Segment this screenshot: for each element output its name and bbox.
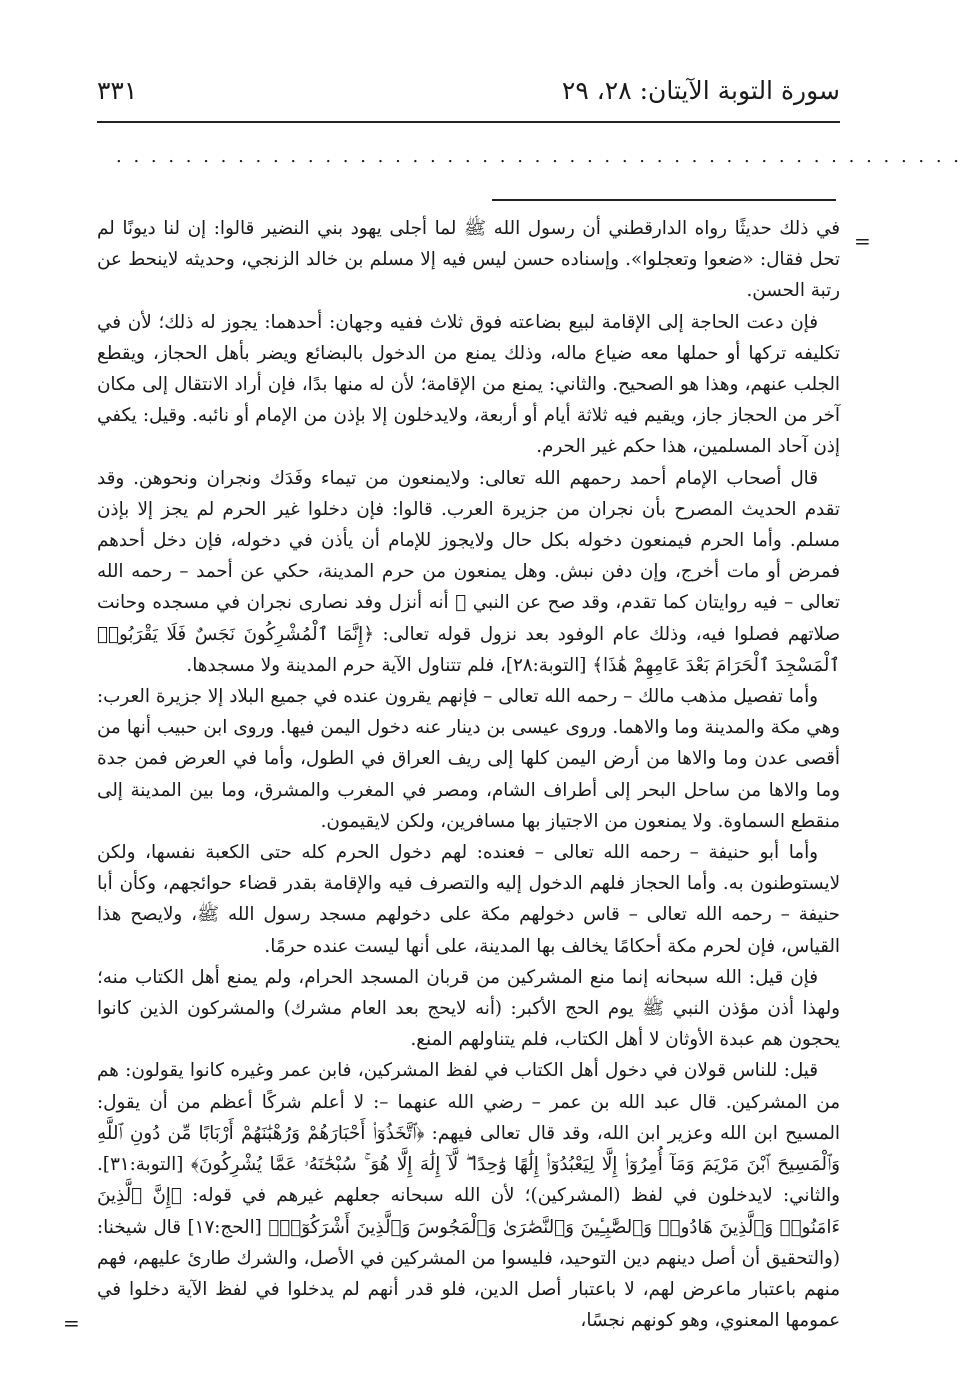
paragraph-7: قيل: للناس قولان في دخول أهل الكتاب في لفظ المشركين، فابن عمر وغيره كانوا يقولون: هم من المشركين. قال عبد الله بن عمر – رضي الله عنهما –: لا أعلم شركًا أعظم من أن يقول: المسيح ابن الله وعزير ابن الله، وقد قال تعالى فيهم: ﴿ٱتَّخَذُوٓا۟ أَحْبَارَهُمْ وَرُهْبَٰنَهُمْ أَرْبَابًا مِّن دُونِ ٱللَّهِ وَٱلْمَسِيحَ ٱبْنَ مَرْيَمَ وَمَآ أُمِرُوٓا۟ إِلَّا لِيَعْبُدُوٓا۟ إِلَٰهًا وَٰحِدًا ۖ لَّآ إِلَٰهَ إِلَّا هُوَ ۚ سُبْحَٰنَهُۥ عَمَّا يُشْرِكُونَ﴾ [التوبة:٣١]. والثاني: لايدخلون في لفظ (المشركين)؛ لأن الله سبحانه جعلهم غيرهم في قوله: ﴿إِنَّ ٱلَّذِينَ ءَامَنُوا۟ وَٱلَّذِينَ هَادُوا۟ وَٱلصَّٰبِـِٔينَ وَٱلنَّصَٰرَىٰ وَٱلْمَجُوسَ وَٱلَّذِينَ أَشْرَكُوٓا۟﴾ [الحج:١٧] قال شيخنا: (والتحقيق أن أصل دينهم دين التوحيد، فليسوا من المشركين في الأصل، والشرك طارئ عليهم، فهم منهم باعتبار ماعرض لهم، لا باعتبار أصل الدين، فلو قدر أنهم لم يدخلوا في لفظ الآية دخلوا في عمومها المعنوي، وهو كونهم نجسًا، [97, 1060, 840, 1332]
paragraph-2: فإن دعت الحاجة إلى الإقامة لبيع بضاعته فوق ثلاث ففيه وجهان: أحدهما: يجوز له ذلك؛ لأن في تكليفه تركها أو حملها معه ضياع ماله، وذلك يمنع من الدخول بالبضائع ويضر بأهل الحجاز، ويقطع الجلب عنهم، وهذا هو الصحيح. والثاني: يمنع من الإقامة؛ لأن له منها بدًا، فإن أراد الانتقال إلى مكان آخر من الحجاز جاز، ويقيم فيه ثلاثة أيام أو أربعة، ولايدخلون إلا بإذن من الإمام أو نائبه. وقيل: يكفي إذن آحاد المسلمين، هذا حكم غير الحرم. [97, 311, 840, 458]
body-text [97, 213, 840, 1332]
separator-dots: . . . . . . . . . . . . . . . . . . . . . . . . . . . . . . . . . . . . . . . . . . . . . . . . . [116, 146, 962, 167]
paragraph-3: قال أصحاب الإمام أحمد رحمهم الله تعالى: ولايمنعون من تيماء وفَدَك ونجران ونحوهن. وقد تقدم الحديث المصرح بأن نجران من جزيرة العرب. قالوا: فإن دخلوا غير الحرم لم يجز إلا بإذن مسلم. وأما الحرم فيمنعون دخوله بكل حال ولايجوز للإمام أن يأذن في دخوله، فإن دخل أحدهم فمرض أو مات أخرج، وإن دفن نبش. وهل يمنعون من حرم المدينة، حكي عن أحمد – رحمه الله تعالى – فيه روايتان كما تقدم، وقد صح عن النبي ﷺ أنه أنزل وفد نصارى نجران في مسجده وحانت صلاتهم فصلوا فيه، وذلك عام الوفود بعد نزول قوله تعالى: ﴿إِنَّمَا ٱلْمُشْرِكُونَ نَجَسٌ فَلَا يَقْرَبُوا۟ ٱلْمَسْجِدَ ٱلْحَرَامَ بَعْدَ عَامِهِمْ هَٰذَا﴾ [التوبة:٢٨]، فلم تتناول الآية حرم المدينة ولا مسجدها. [97, 467, 840, 676]
page-number: ٣٣١ [97, 76, 138, 105]
paragraph-5: وأما أبو حنيفة – رحمه الله تعالى – فعنده: لهم دخول الحرم كله حتى الكعبة نفسها، ولكن لايستوطنون به. وأما الحجاز فلهم الدخول إليه والتصرف فيه والإقامة بقدر قضاء حوائجهم، وكأن أبا حنيفة – رحمه الله تعالى – قاس دخولهم مكة على دخولهم مسجد رسول الله ﷺ، ولايصح هذا القياس، فإن لحرم مكة أحكامًا يخالف بها المدينة، على أنها ليست عنده حرمًا. [97, 842, 840, 957]
margin-mark-top: = [854, 229, 871, 253]
separator-rule [492, 199, 836, 201]
paragraph-4: وأما تفصيل مذهب مالك – رحمه الله تعالى – فإنهم يقرون عنده في جميع البلاد إلا جزيرة العرب: وهي مكة والمدينة وما والاهما. وروى عيسى بن دينار عنه دخول اليمن فيها. وروى ابن حبيب أنها من أقصى عدن وما والاها من أرض اليمن كلها إلى ريف العراق في الطول، وأما في العرض فمن جدة وما والاها من ساحل البحر إلى أطراف الشام، ومصر في المغرب والمشرق، وما بين المدينة إلى منقطع السماوة. ولا يمنعون من الاجتياز بها مسافرين، ولكن لايقيمون. [97, 686, 840, 832]
header-rule [97, 121, 840, 123]
running-title: سورة التوبة الآيتان: ٢٨، ٢٩ [561, 76, 840, 105]
paragraph-1: في ذلك حديثًا رواه الدارقطني أن رسول الله ﷺ لما أجلى يهود بني النضير قالوا: إن لنا ديونًا لم تحل فقال: «ضعوا وتعجلوا». وإسناده حسن ليس فيه إلا مسلم بن خالد الزنجي، وحديثه لاينحط عن رتبة الحسن. [97, 218, 840, 302]
paragraph-6: فإن قيل: الله سبحانه إنما منع المشركين من قربان المسجد الحرام، ولم يمنع أهل الكتاب منه؛ ولهذا أذن مؤذن النبي ﷺ يوم الحج الأكبر: (أنه لايحج بعد العام مشرك) والمشركون الذين كانوا يحجون هم عبدة الأوثان لا أهل الكتاب، فلم يتناولهم المنع. [97, 966, 840, 1051]
margin-mark-bottom: = [63, 1311, 80, 1335]
page-header [95, 76, 840, 116]
